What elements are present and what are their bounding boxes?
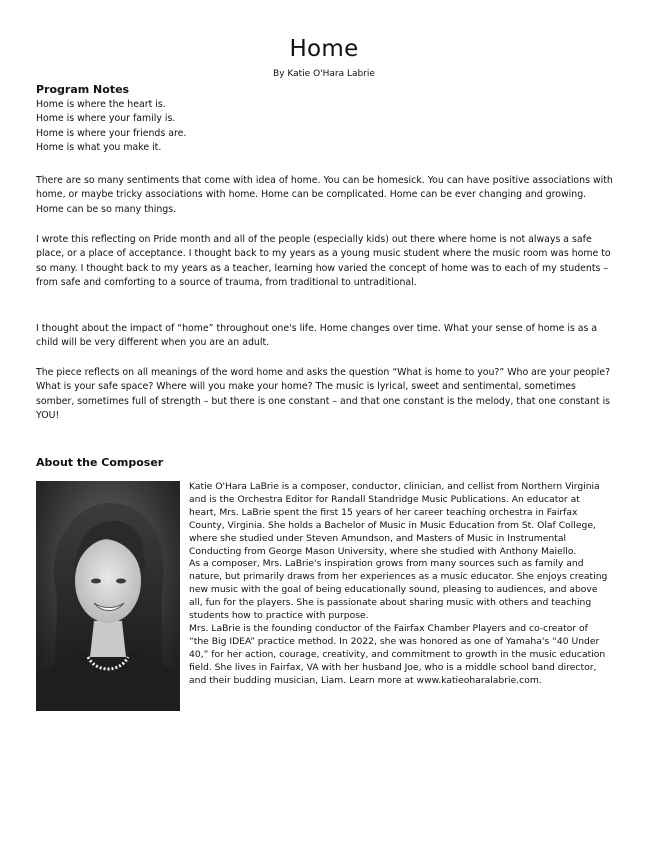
page-title: Home (289, 36, 359, 62)
bio-paragraph: As a composer, Mrs. LaBrie's inspiration grows from many sources such as family and nature, but primarily draws from her experiences as a music educator. She enjoys creating new music with the goal of being educationally sound, pleasing to audiences, and above all, fun for the players. She is passionate about sharing music with others and teaching students how to practice with purpose. (189, 558, 608, 622)
bio-paragraph: Katie O'Hara LaBrie is a composer, conductor, clinician, and cellist from Northern Virginia and is the Orchestra Editor for Randall Standridge Music Publications. An educator at heart, Mrs. LaBrie spent the first 15 years of her career teaching orchestra in Fairfax County, Virginia. She holds a Bachelor of Music in Music Education from St. Olaf College, where she studied under Steven Amundson, and Masters of Music in Instrumental Conducting from George Mason University, where she studied with Anthony Maiello. (189, 481, 600, 557)
verse-line: Home is where your friends are. (36, 127, 187, 139)
verse-line: Home is where your family is. (36, 113, 176, 125)
composer-bio (189, 481, 609, 688)
verse-line: Home is what you make it. (36, 142, 162, 154)
program-notes-heading: Program Notes (36, 83, 130, 96)
byline: By Katie O'Hara Labrie (273, 69, 375, 79)
program-notes-paragraph: I thought about the impact of “home” throughout one's life. Home changes over time. What your sense of home is as a child will be very different when you are an adult. (36, 323, 598, 349)
program-notes-paragraph: I wrote this reflecting on Pride month and all of the people (especially kids) out there where home is not always a safe place, or a place of acceptance. I thought back to my years as a young music student where the music room was home to so many. I thought back to my years as a teacher, learning how varied the concept of home was to each of my students – from safe and comforting to a source of trauma, from traditional to untraditional. (36, 234, 611, 289)
program-notes-paragraph: The piece reflects on all meanings of the word home and asks the question “What is home to you?” Who are your people? What is your safe space? Where will you make your home? The music is lyrical, sweet and sentimental, sometimes somber, sometimes full of strength – but there is one constant – and that one constant is the melody, that one constant is YOU! (36, 367, 611, 422)
bio-paragraph: Mrs. LaBrie is the founding conductor of the Fairfax Chamber Players and co-creator of “the Big IDEA” practice method. In 2022, she was honored as one of Yamaha's “40 Under 40,” for her action, courage, creativity, and commitment to growth in the music education field. She lives in Fairfax, VA with her husband Joe, who is a middle school band director, and their budding musician, Liam. Learn more at www.katieoharalabrie.com. (189, 622, 606, 686)
program-notes-verse (36, 98, 614, 156)
verse-line: Home is where the heart is. (36, 99, 166, 110)
composer-portrait-icon (36, 481, 180, 711)
composer-portrait-photo (36, 481, 180, 711)
program-notes-paragraph: There are so many sentiments that come with idea of home. You can be homesick. You can have positive associations with home, or maybe tricky associations with home. Home can be complicated. Home can be ever changing and growing. Home can be so many things. (36, 175, 613, 215)
about-composer-heading: About the Composer (36, 456, 164, 469)
